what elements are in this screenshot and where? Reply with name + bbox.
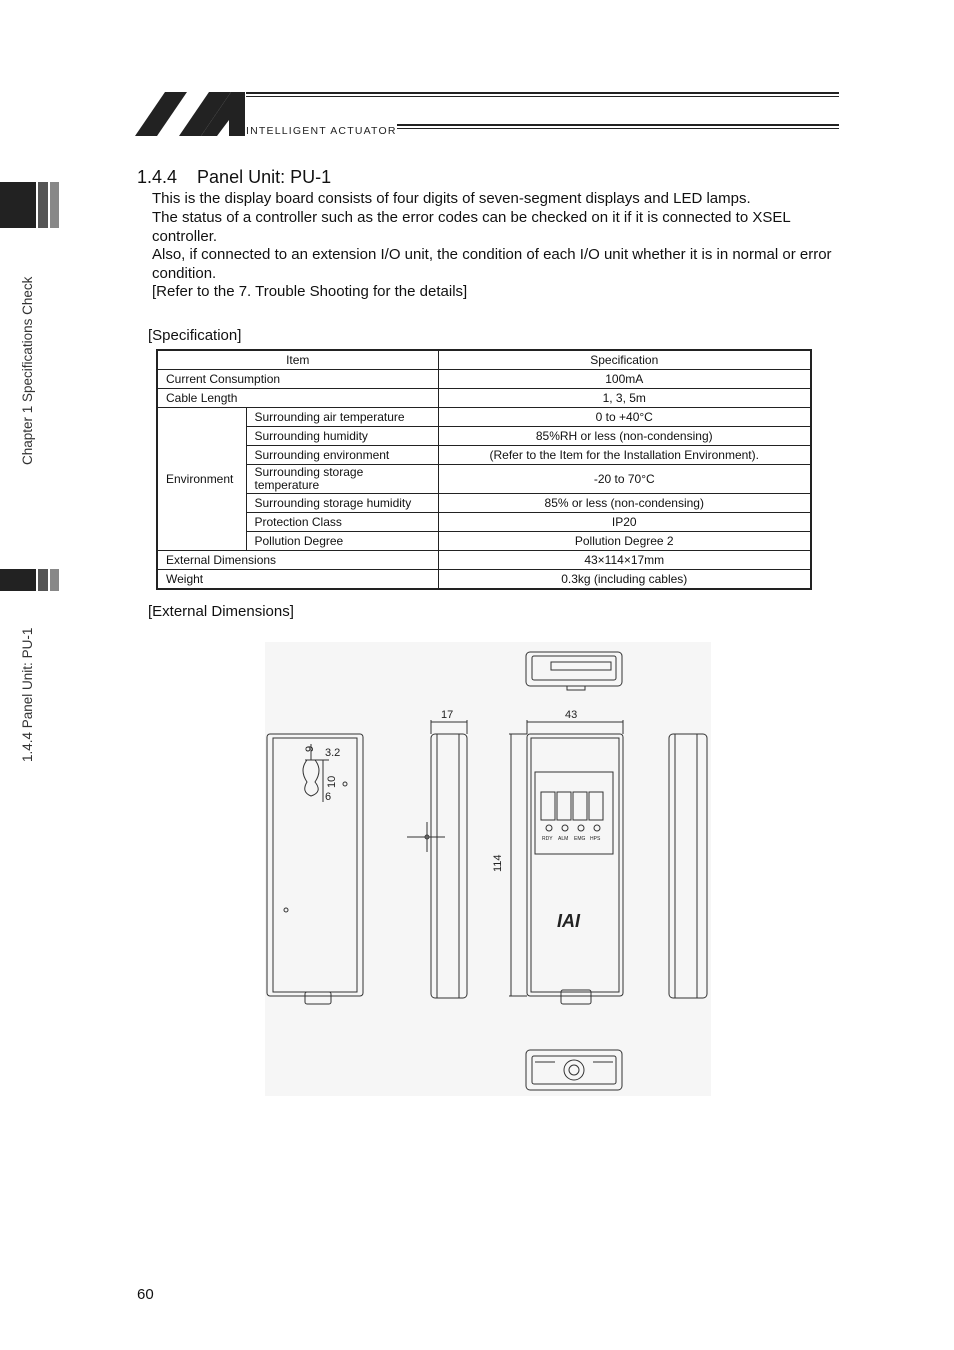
front-view bbox=[509, 720, 623, 1004]
table-row bbox=[157, 408, 811, 427]
chapter-tab-marker bbox=[0, 182, 60, 228]
dim-hole-b: 3.2 bbox=[325, 747, 341, 759]
bottom-view bbox=[526, 1050, 622, 1090]
row-value: 85% or less (non-condensing) bbox=[438, 494, 811, 513]
dim-height: 114 bbox=[492, 854, 504, 872]
led-label-alm: ALM bbox=[558, 836, 569, 842]
dim-hole-d: 6 bbox=[325, 791, 332, 803]
row-value: IP20 bbox=[438, 513, 811, 532]
external-dimensions-heading: [External Dimensions] bbox=[148, 603, 294, 620]
row-item: Surrounding humidity bbox=[246, 427, 438, 446]
dim-hole-a: 9 bbox=[304, 745, 316, 752]
paragraph-4: [Refer to the 7. Trouble Shooting for the details] bbox=[152, 283, 468, 300]
brand-text: INTELLIGENT ACTUATOR bbox=[246, 125, 397, 137]
row-value: 0 to +40°C bbox=[438, 408, 811, 427]
header-rule-top bbox=[246, 92, 839, 94]
row-item: Surrounding environment bbox=[246, 446, 438, 465]
paragraph-3: Also, if connected to an extension I/O unit, the condition of each I/O unit whether it is in normal or error condition. bbox=[152, 246, 832, 282]
header-rule-bottom bbox=[397, 124, 839, 126]
chapter-side-label: Chapter 1 Specifications Check bbox=[20, 276, 35, 465]
paragraph-2: The status of a controller such as the error codes can be checked on it if it is connected to XSEL controller. bbox=[152, 209, 791, 245]
dim-hole-c: 10 bbox=[326, 775, 338, 788]
row-item: Surrounding air temperature bbox=[246, 408, 438, 427]
row-value: -20 to 70°C bbox=[438, 465, 811, 494]
table-row bbox=[157, 513, 811, 532]
row-value: 0.3kg (including cables) bbox=[438, 570, 811, 590]
header-item: Item bbox=[157, 350, 438, 370]
environment-label: Environment bbox=[157, 408, 246, 551]
header-specification: Specification bbox=[438, 350, 811, 370]
row-item: Surrounding storage humidity bbox=[246, 494, 438, 513]
back-view bbox=[267, 734, 363, 1004]
row-item: External Dimensions bbox=[157, 551, 438, 570]
table-row bbox=[157, 570, 811, 590]
dimension-drawing bbox=[265, 642, 711, 1096]
table-row bbox=[157, 370, 811, 389]
front-logo: IAI bbox=[557, 911, 581, 931]
table-row bbox=[157, 494, 811, 513]
table-header-row bbox=[157, 350, 811, 370]
page-number: 60 bbox=[137, 1286, 154, 1303]
header-rule-bottom-thin bbox=[397, 128, 839, 129]
paragraph-1: This is the display board consists of four digits of seven-segment displays and LED lamps. bbox=[152, 190, 751, 207]
row-value: 85%RH or less (non-condensing) bbox=[438, 427, 811, 446]
section-tab-marker bbox=[0, 569, 60, 591]
row-value: 100mA bbox=[438, 370, 811, 389]
table-row bbox=[157, 465, 811, 494]
header-rule-top-thin bbox=[246, 96, 839, 97]
row-item: Surrounding storage temperature bbox=[246, 465, 438, 494]
table-row bbox=[157, 389, 811, 408]
table-row bbox=[157, 532, 811, 551]
table-row bbox=[157, 551, 811, 570]
row-item: Protection Class bbox=[246, 513, 438, 532]
row-item: Current Consumption bbox=[157, 370, 438, 389]
led-label-emg: EMG bbox=[574, 836, 586, 842]
right-side-view bbox=[669, 734, 707, 998]
section-side-label: 1.4.4 Panel Unit: PU-1 bbox=[20, 627, 35, 762]
row-item: Cable Length bbox=[157, 389, 438, 408]
row-item: Weight bbox=[157, 570, 438, 590]
row-value: (Refer to the Item for the Installation Environment). bbox=[438, 446, 811, 465]
led-label-hps: HPS bbox=[590, 836, 601, 842]
table-row bbox=[157, 446, 811, 465]
led-label-rdy: RDY bbox=[542, 836, 553, 842]
dim-width: 43 bbox=[565, 709, 578, 721]
top-view bbox=[526, 652, 622, 690]
row-value: 1, 3, 5m bbox=[438, 389, 811, 408]
table-row bbox=[157, 427, 811, 446]
dim-depth: 17 bbox=[441, 709, 454, 721]
section-title: 1.4.4 Panel Unit: PU-1 bbox=[137, 167, 332, 187]
row-value: Pollution Degree 2 bbox=[438, 532, 811, 551]
specification-heading: [Specification] bbox=[148, 327, 242, 344]
row-item: Pollution Degree bbox=[246, 532, 438, 551]
specification-table bbox=[156, 349, 812, 590]
row-value: 43×114×17mm bbox=[438, 551, 811, 570]
side-view bbox=[407, 720, 467, 998]
